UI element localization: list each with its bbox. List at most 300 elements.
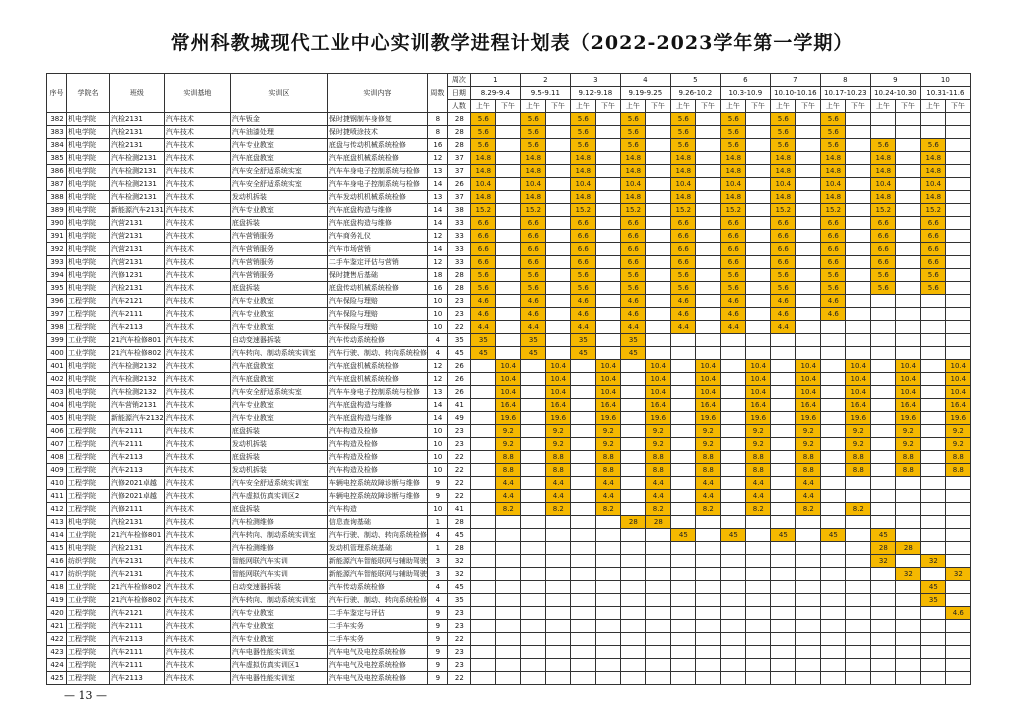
class-cell: 汽车检测2131 [110,178,165,191]
schedule-slot [945,334,970,347]
content-cell: 汽车车身电子控制系统与检修 [327,386,427,399]
column-header: 班级 [110,74,165,113]
column-header: 序号 [47,74,67,113]
content-cell: 汽车行驶、制动、转向系统检修 [327,529,427,542]
schedule-slot-filled: 14.8 [770,152,795,165]
schedule-slot [695,542,720,555]
schedule-slot-filled: 6.6 [720,243,745,256]
schedule-slot [795,555,820,568]
schedule-slot [595,243,620,256]
college-cell: 机电学院 [67,152,110,165]
base-cell: 汽车技术 [164,607,230,620]
schedule-slot [745,542,770,555]
class-cell: 汽检2131 [110,516,165,529]
schedule-slot-filled: 15.2 [770,204,795,217]
schedule-slot-filled: 6.6 [720,230,745,243]
schedule-slot-filled: 5.6 [670,139,695,152]
schedule-slot [895,516,920,529]
schedule-slot-filled: 45 [720,529,745,542]
schedule-slot [820,581,845,594]
schedule-slot [945,477,970,490]
schedule-slot [870,412,895,425]
schedule-slot-filled: 6.6 [820,243,845,256]
schedule-slot-filled: 9.2 [545,438,570,451]
class-cell: 汽车2111 [110,308,165,321]
schedule-slot [670,672,695,685]
weeks-cell: 8 [427,113,447,126]
schedule-slot-filled: 8.2 [495,503,520,516]
college-cell: 工程学院 [67,308,110,321]
schedule-slot [795,204,820,217]
schedule-slot [870,490,895,503]
schedule-slot [545,126,570,139]
schedule-slot-filled: 6.6 [770,217,795,230]
schedule-slot [745,334,770,347]
schedule-slot [645,568,670,581]
people-cell: 22 [447,321,470,334]
schedule-slot-filled: 4.4 [520,321,545,334]
schedule-slot [620,659,645,672]
schedule-slot-filled: 10.4 [845,360,870,373]
schedule-slot [870,295,895,308]
schedule-slot [670,451,695,464]
content-cell: 汽车构造 [327,503,427,516]
schedule-slot [670,399,695,412]
schedule-slot-filled: 10.4 [620,178,645,191]
schedule-slot-filled: 14.8 [820,191,845,204]
schedule-slot [920,373,945,386]
schedule-slot-filled: 8.8 [695,464,720,477]
schedule-slot [795,334,820,347]
week-number: 3 [570,74,620,87]
schedule-slot [745,321,770,334]
people-cell: 45 [447,529,470,542]
schedule-slot [595,282,620,295]
content-cell: 汽车构造及检修 [327,438,427,451]
schedule-slot [820,503,845,516]
schedule-slot [695,282,720,295]
schedule-slot [920,113,945,126]
schedule-slot [670,594,695,607]
schedule-slot-filled: 8.8 [695,451,720,464]
schedule-slot [645,295,670,308]
week-number: 5 [670,74,720,87]
schedule-slot [645,633,670,646]
schedule-slot-filled: 5.6 [520,113,545,126]
schedule-slot [545,607,570,620]
content-cell: 汽车电气及电控系统检修 [327,646,427,659]
schedule-slot [545,204,570,217]
schedule-slot [895,243,920,256]
schedule-slot [945,282,970,295]
schedule-slot [520,503,545,516]
schedule-slot [695,633,720,646]
schedule-slot [795,607,820,620]
schedule-slot [695,256,720,269]
college-cell: 机电学院 [67,516,110,529]
schedule-slot-filled: 32 [895,568,920,581]
schedule-slot-filled: 16.4 [945,399,970,412]
base-cell: 汽车技术 [164,321,230,334]
schedule-slot [945,243,970,256]
college-cell: 机电学院 [67,360,110,373]
schedule-slot [795,230,820,243]
schedule-slot-filled: 14.8 [570,165,595,178]
schedule-slot-filled: 4.4 [720,321,745,334]
schedule-slot-filled: 6.6 [520,243,545,256]
schedule-slot-filled: 4.6 [620,295,645,308]
schedule-slot [645,152,670,165]
schedule-slot [595,308,620,321]
zone-cell: 汽车底盘教室 [230,360,327,373]
college-cell: 机电学院 [67,126,110,139]
schedule-slot [545,568,570,581]
schedule-slot [945,529,970,542]
schedule-slot [620,594,645,607]
schedule-slot-filled: 14.8 [920,152,945,165]
row-number: 387 [47,178,67,191]
week-number: 9 [870,74,920,87]
schedule-slot [945,230,970,243]
schedule-slot [495,113,520,126]
row-number: 394 [47,269,67,282]
college-cell: 工程学院 [67,620,110,633]
college-cell: 机电学院 [67,412,110,425]
schedule-slot [770,594,795,607]
row-number: 423 [47,646,67,659]
college-cell: 工业学院 [67,594,110,607]
schedule-slot-filled: 5.6 [620,269,645,282]
content-cell: 保时捷喷涂技术 [327,126,427,139]
schedule-slot [645,178,670,191]
schedule-slot-filled: 5.6 [770,269,795,282]
schedule-slot-filled: 19.6 [495,412,520,425]
schedule-slot [745,555,770,568]
weeks-cell: 10 [427,451,447,464]
schedule-slot-filled: 4.6 [770,295,795,308]
schedule-slot-filled: 8.8 [645,464,670,477]
schedule-slot-filled: 14.8 [870,165,895,178]
schedule-slot [870,581,895,594]
schedule-slot-filled: 8.8 [545,451,570,464]
table-row [47,464,971,477]
schedule-slot-filled: 6.6 [620,217,645,230]
schedule-slot [620,568,645,581]
schedule-slot [720,503,745,516]
schedule-slot-filled: 19.6 [545,412,570,425]
people-cell: 23 [447,659,470,672]
schedule-slot [745,113,770,126]
people-cell: 45 [447,347,470,360]
row-number: 412 [47,503,67,516]
schedule-slot [820,633,845,646]
schedule-slot [520,620,545,633]
zone-cell: 汽车专业教室 [230,607,327,620]
schedule-slot [645,646,670,659]
weeks-cell: 10 [427,464,447,477]
schedule-slot [495,672,520,685]
people-cell: 37 [447,191,470,204]
schedule-slot [795,516,820,529]
schedule-slot [570,373,595,386]
college-cell: 机电学院 [67,282,110,295]
table-row [47,607,971,620]
schedule-slot [895,282,920,295]
base-cell: 汽车技术 [164,152,230,165]
schedule-slot [595,516,620,529]
schedule-slot [570,581,595,594]
people-cell: 45 [447,581,470,594]
schedule-slot [770,451,795,464]
schedule-slot [595,672,620,685]
schedule-slot [820,399,845,412]
schedule-slot [920,347,945,360]
weeks-cell: 4 [427,347,447,360]
table-row [47,243,971,256]
class-cell: 汽车2121 [110,607,165,620]
schedule-slot-filled: 15.2 [820,204,845,217]
zone-cell: 汽车油漆处理 [230,126,327,139]
schedule-slot [745,230,770,243]
schedule-slot-filled: 9.2 [595,438,620,451]
zone-cell: 自动变速器拆装 [230,334,327,347]
schedule-slot-filled: 15.2 [520,204,545,217]
schedule-slot-filled: 16.4 [895,399,920,412]
schedule-slot [870,516,895,529]
table-row [47,347,971,360]
schedule-slot-filled: 9.2 [545,425,570,438]
schedule-slot [895,113,920,126]
schedule-slot [895,581,920,594]
schedule-slot-filled: 4.4 [770,321,795,334]
schedule-slot [720,607,745,620]
base-cell: 汽车技术 [164,438,230,451]
schedule-slot [595,633,620,646]
schedule-slot [470,438,495,451]
table-row [47,542,971,555]
row-number: 392 [47,243,67,256]
schedule-slot [895,152,920,165]
schedule-slot [895,217,920,230]
class-cell: 汽营2131 [110,217,165,230]
base-cell: 汽车技术 [164,217,230,230]
class-cell: 汽修2021卓越 [110,490,165,503]
schedule-slot [745,308,770,321]
base-cell: 汽车技术 [164,568,230,581]
schedule-slot-filled: 4.4 [620,321,645,334]
schedule-slot [895,646,920,659]
schedule-slot-filled: 5.6 [470,139,495,152]
schedule-slot-filled: 16.4 [595,399,620,412]
schedule-slot [745,607,770,620]
table-row [47,139,971,152]
schedule-slot [870,607,895,620]
zone-cell: 汽车安全舒适系统实训室 [230,477,327,490]
schedule-slot [595,568,620,581]
schedule-slot-filled: 32 [945,568,970,581]
schedule-slot [770,438,795,451]
base-cell: 汽车技术 [164,113,230,126]
row-number: 415 [47,542,67,555]
schedule-slot [745,178,770,191]
schedule-slot [870,477,895,490]
schedule-slot-filled: 19.6 [945,412,970,425]
schedule-slot [945,555,970,568]
college-cell: 工程学院 [67,503,110,516]
people-cell: 28 [447,113,470,126]
weeks-cell: 9 [427,490,447,503]
content-cell: 汽车传动系统检修 [327,581,427,594]
schedule-slot [770,477,795,490]
schedule-slot [645,529,670,542]
schedule-slot [720,516,745,529]
content-cell: 汽车保险与理赔 [327,308,427,321]
schedule-slot-filled: 28 [895,542,920,555]
zone-cell: 汽车钣金 [230,113,327,126]
schedule-slot-filled: 10.4 [820,178,845,191]
schedule-slot [620,646,645,659]
college-cell: 工程学院 [67,451,110,464]
schedule-slot [820,360,845,373]
schedule-slot-filled: 5.6 [620,113,645,126]
schedule-slot-filled: 5.6 [570,113,595,126]
schedule-slot-filled: 8.8 [495,464,520,477]
schedule-slot [695,165,720,178]
schedule-slot [670,659,695,672]
pm-label: 下午 [895,100,920,113]
schedule-slot [695,178,720,191]
schedule-slot [845,165,870,178]
schedule-slot-filled: 14.8 [520,165,545,178]
schedule-slot [470,659,495,672]
schedule-slot [920,126,945,139]
class-cell: 汽营2131 [110,230,165,243]
college-cell: 纺织学院 [67,555,110,568]
schedule-slot [645,581,670,594]
schedule-slot-filled: 14.8 [620,165,645,178]
schedule-slot [495,243,520,256]
schedule-slot-filled: 19.6 [645,412,670,425]
schedule-slot-filled: 9.2 [695,425,720,438]
schedule-slot-filled: 5.6 [820,269,845,282]
schedule-slot-filled: 15.2 [470,204,495,217]
schedule-slot-filled: 5.6 [920,269,945,282]
schedule-slot-filled: 10.4 [645,373,670,386]
zone-cell: 汽车专业教室 [230,321,327,334]
schedule-slot-filled: 5.6 [870,269,895,282]
schedule-slot [895,334,920,347]
pm-label: 下午 [945,100,970,113]
schedule-slot [895,503,920,516]
base-cell: 汽车技术 [164,282,230,295]
people-cell: 23 [447,646,470,659]
schedule-slot [570,425,595,438]
row-number: 416 [47,555,67,568]
zone-cell: 发动机拆装 [230,191,327,204]
schedule-slot [595,204,620,217]
schedule-slot [820,594,845,607]
base-cell: 汽车技术 [164,204,230,217]
schedule-slot [495,282,520,295]
zone-cell: 汽车专业教室 [230,412,327,425]
schedule-slot-filled: 8.8 [845,451,870,464]
schedule-slot [695,321,720,334]
schedule-slot [495,607,520,620]
class-cell: 21汽车检修802 [110,347,165,360]
pm-label: 下午 [495,100,520,113]
schedule-slot-filled: 5.6 [870,282,895,295]
people-cell: 22 [447,490,470,503]
schedule-slot [845,659,870,672]
schedule-slot [695,672,720,685]
schedule-slot-filled: 5.6 [620,139,645,152]
table-row [47,490,971,503]
schedule-slot [670,438,695,451]
schedule-slot [820,620,845,633]
schedule-slot [870,360,895,373]
schedule-slot [595,607,620,620]
weeks-cell: 14 [427,243,447,256]
schedule-slot-filled: 6.6 [820,230,845,243]
college-cell: 工程学院 [67,321,110,334]
weeks-cell: 4 [427,581,447,594]
schedule-slot [670,607,695,620]
row-number: 388 [47,191,67,204]
schedule-slot-filled: 15.2 [870,204,895,217]
schedule-slot-filled: 8.8 [595,451,620,464]
college-cell: 工程学院 [67,607,110,620]
schedule-slot-filled: 10.4 [795,386,820,399]
schedule-slot [895,139,920,152]
schedule-slot [520,425,545,438]
schedule-slot [895,555,920,568]
schedule-slot [745,256,770,269]
week-number: 10 [920,74,970,87]
weeks-cell: 10 [427,425,447,438]
schedule-slot-filled: 4.4 [545,490,570,503]
class-cell: 汽车2131 [110,568,165,581]
schedule-slot [845,347,870,360]
schedule-slot [645,594,670,607]
schedule-slot [570,477,595,490]
schedule-slot-filled: 14.8 [670,152,695,165]
schedule-slot [695,204,720,217]
schedule-slot [495,334,520,347]
schedule-slot [595,178,620,191]
schedule-slot [545,178,570,191]
people-cell: 33 [447,217,470,230]
base-cell: 汽车技术 [164,633,230,646]
am-label: 上午 [870,100,895,113]
base-cell: 汽车技术 [164,503,230,516]
week-date: 10.31-11.6 [920,87,970,100]
zone-cell: 汽车电器性能实训室 [230,646,327,659]
schedule-slot-filled: 8.8 [745,451,770,464]
zone-cell: 底盘拆装 [230,217,327,230]
schedule-slot [670,581,695,594]
schedule-slot [745,568,770,581]
schedule-slot [595,269,620,282]
table-row [47,230,971,243]
schedule-slot [870,464,895,477]
schedule-slot-filled: 5.6 [570,282,595,295]
class-cell: 汽车2111 [110,646,165,659]
schedule-slot-filled: 5.6 [770,282,795,295]
schedule-slot-filled: 14.8 [920,165,945,178]
schedule-slot [520,607,545,620]
schedule-slot [770,490,795,503]
schedule-slot [845,646,870,659]
